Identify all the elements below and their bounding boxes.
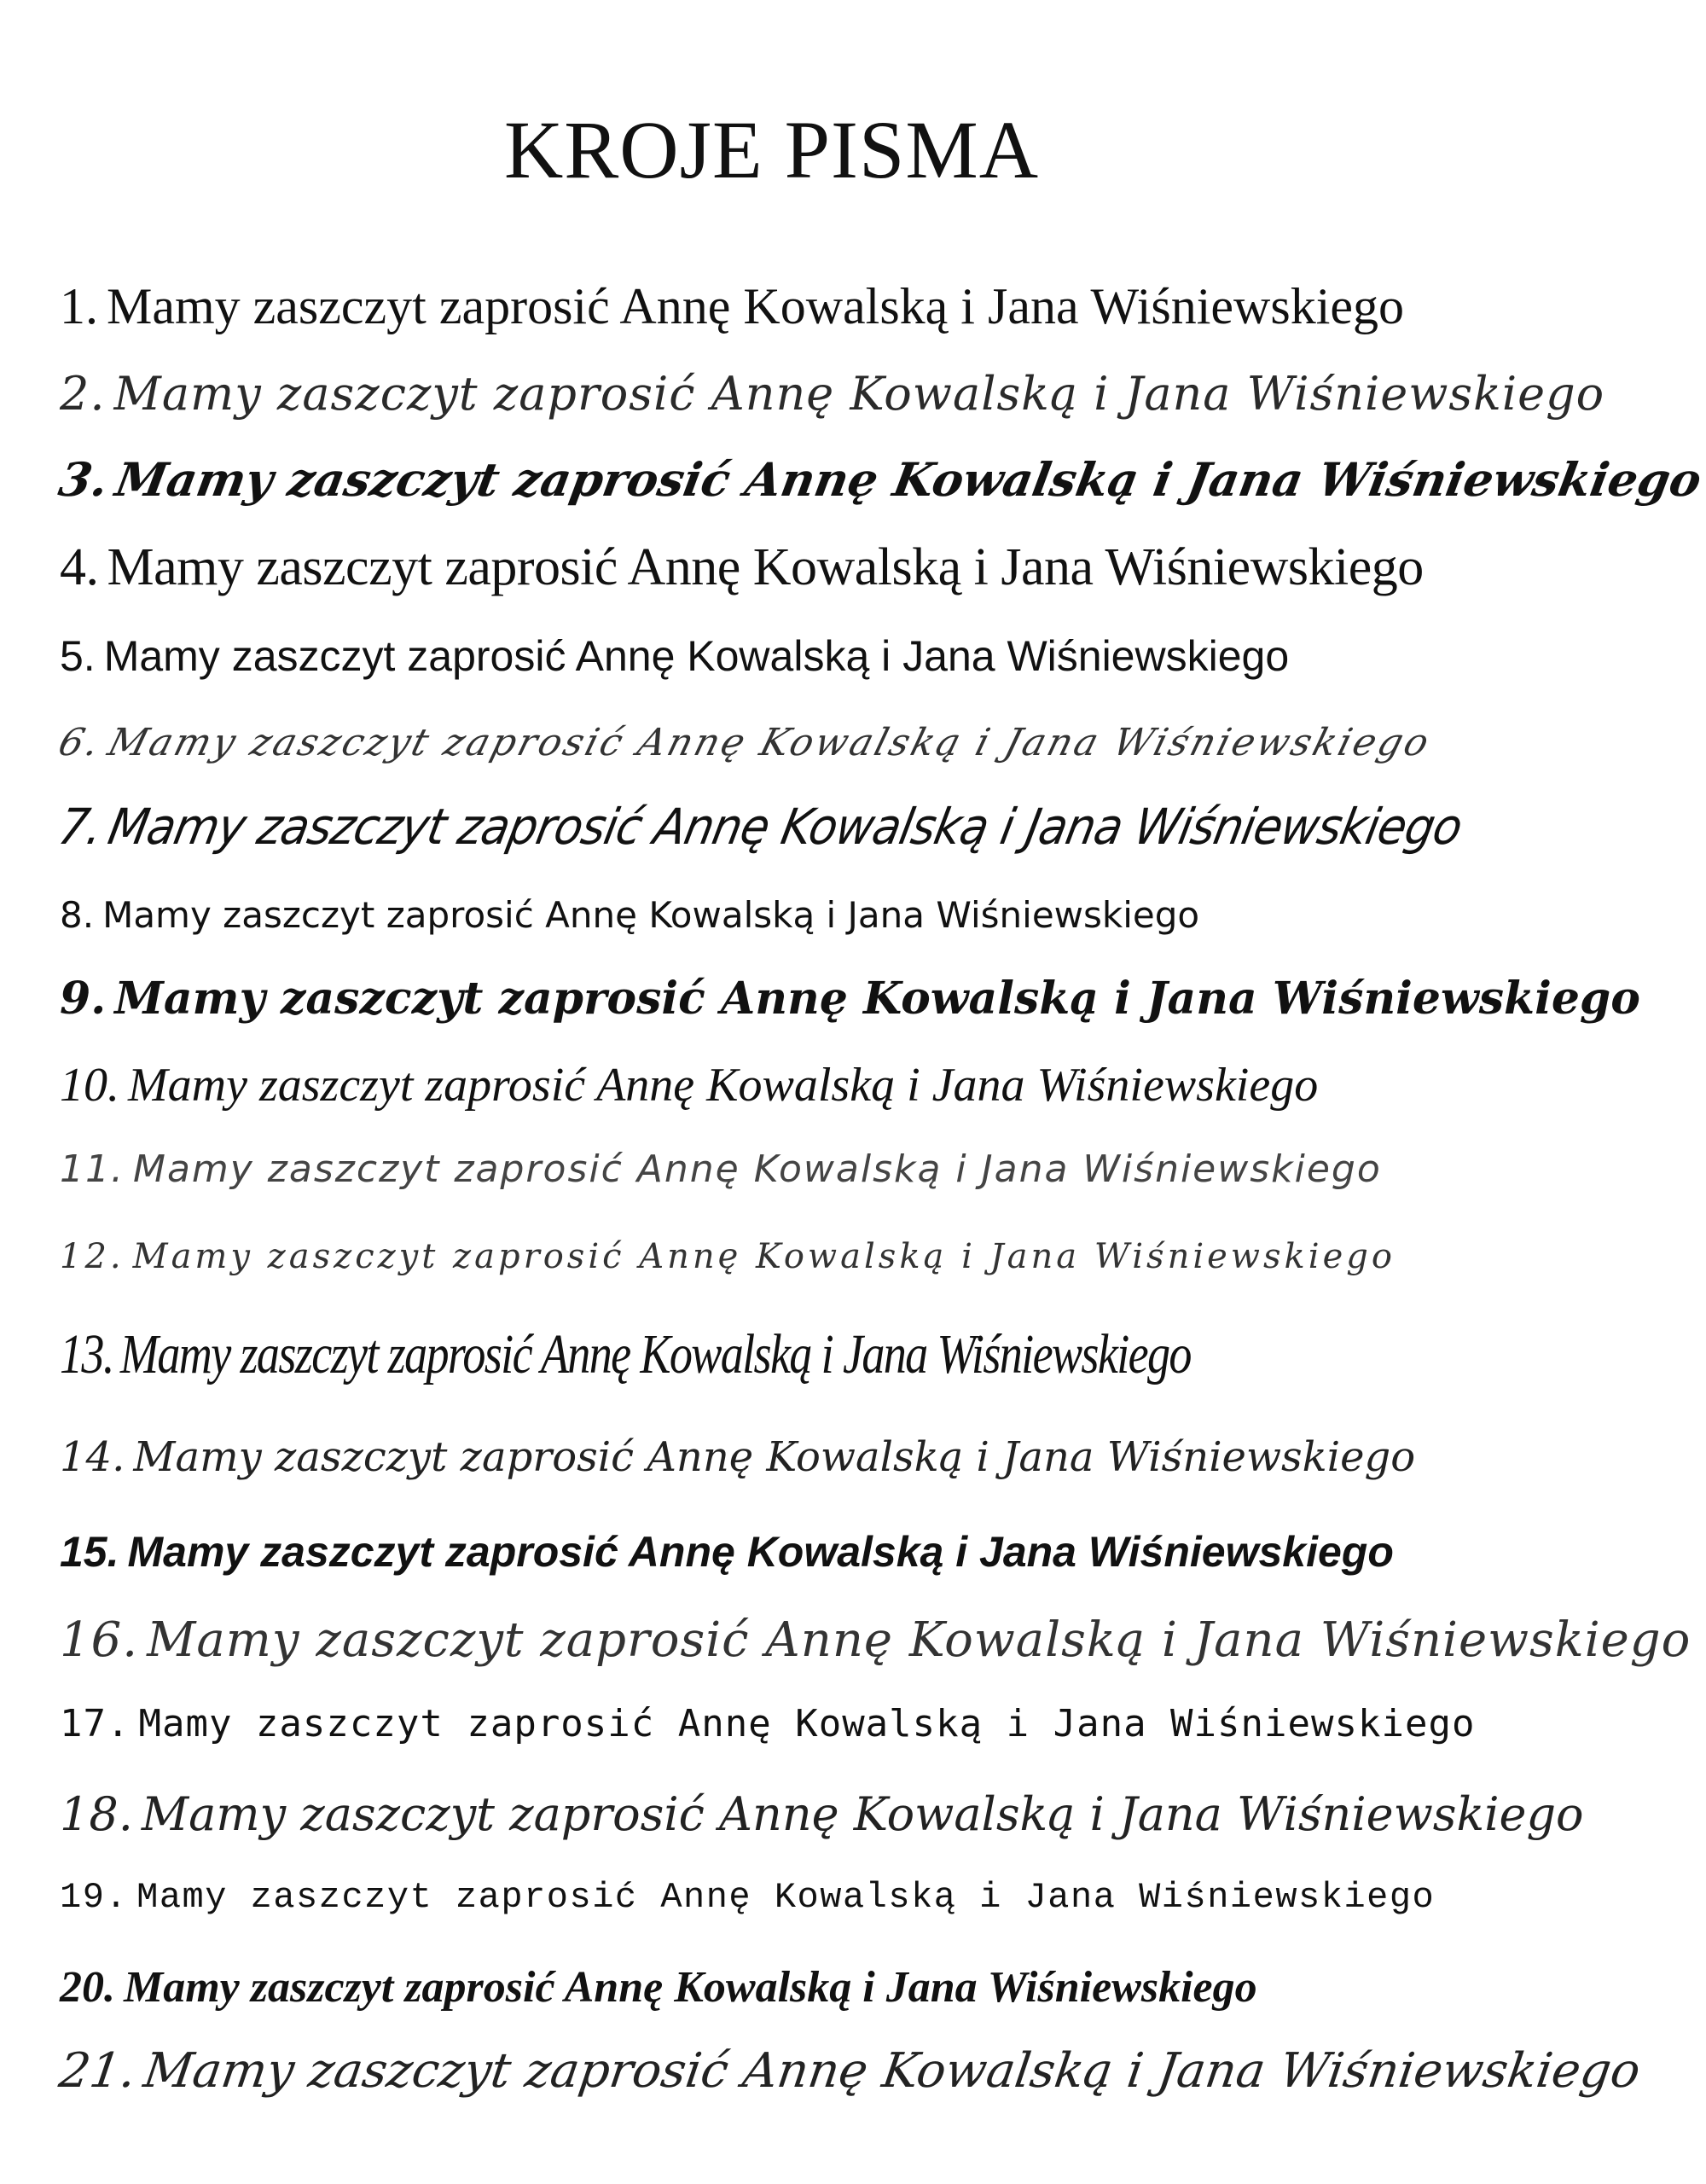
sample-text: Mamy zaszczyt zaprosić Annę Kowalską i Jana Wiśniewskiego xyxy=(107,278,1405,334)
font-sample-13 xyxy=(60,1322,1249,1387)
sample-text: Mamy zaszczyt zaprosić Annę Kowalską i Jana Wiśniewskiego xyxy=(124,1963,1257,2012)
font-sample-17 xyxy=(60,1702,1510,1745)
sample-number: 11. xyxy=(60,1147,125,1191)
font-sample-19 xyxy=(60,1877,1510,1918)
sample-number: 6. xyxy=(54,721,107,764)
sample-number: 13. xyxy=(60,1323,113,1385)
sample-number: 9. xyxy=(60,973,107,1025)
sample-number: 18. xyxy=(60,1787,133,1841)
sample-text: Mamy zaszczyt zaprosić Annę Kowalską i Jana Wiśniewskiego xyxy=(111,452,1706,507)
sample-text: Mamy zaszczyt zaprosić Annę Kowalską i Jana Wiśniewskiego xyxy=(113,367,1605,421)
sample-number: 3. xyxy=(55,452,113,507)
font-sample-14 xyxy=(60,1433,1510,1481)
sample-number: 8. xyxy=(60,894,95,936)
sample-number: 5. xyxy=(60,632,96,680)
font-sample-12 xyxy=(60,1237,1510,1276)
sample-number: 21. xyxy=(55,2043,140,2099)
sample-text: Mamy zaszczyt zaprosić Annę Kowalską i Jana Wiśniewskiego xyxy=(147,1612,1691,1668)
sample-text: Mamy zaszczyt zaprosić Annę Kowalską i Jana Wiśniewskiego xyxy=(132,1237,1396,1276)
sample-text: Mamy zaszczyt zaprosić Annę Kowalską i Jana Wiśniewskiego xyxy=(103,721,1436,764)
sample-text: Mamy zaszczyt zaprosić Annę Kowalską i Jana Wiśniewskiego xyxy=(133,1433,1416,1481)
sample-text: Mamy zaszczyt zaprosić Annę Kowalską i Jana Wiśniewskiego xyxy=(103,632,1290,680)
sample-text: Mamy zaszczyt zaprosić Annę Kowalską i Jana Wiśniewskiego xyxy=(114,973,1640,1025)
font-sample-10 xyxy=(60,1058,1510,1112)
sample-number: 15. xyxy=(60,1528,119,1576)
sample-number: 17. xyxy=(60,1702,131,1745)
font-sample-9 xyxy=(60,973,1640,1025)
sample-text: Mamy zaszczyt zaprosić Annę Kowalską i Jana Wiśniewskiego xyxy=(102,894,1200,936)
font-sample-7 xyxy=(54,798,1467,856)
page-title: KROJE PISMA xyxy=(503,104,1040,195)
sample-number: 1. xyxy=(60,278,98,334)
sample-text: Mamy zaszczyt zaprosić Annę Kowalską i Jana Wiśniewskiego xyxy=(132,1147,1382,1191)
sample-number: 7. xyxy=(54,798,107,856)
sample-text: Mamy zaszczyt zaprosić Annę Kowalską i Jana Wiśniewskiego xyxy=(103,798,1467,856)
sample-number: 10. xyxy=(60,1059,119,1112)
font-sample-4 xyxy=(60,537,1510,598)
font-sample-15 xyxy=(60,1527,1510,1577)
sample-number: 2. xyxy=(60,367,106,421)
sample-number: 20. xyxy=(60,1963,115,2012)
font-sample-11 xyxy=(60,1147,1510,1191)
sample-text: Mamy zaszczyt zaprosić Annę Kowalską i Jana Wiśniewskiego xyxy=(141,1787,1584,1841)
font-sample-5 xyxy=(60,631,1510,681)
sample-text: Mamy zaszczyt zaprosić Annę Kowalską i Jana Wiśniewskiego xyxy=(128,1059,1319,1112)
sample-text: Mamy zaszczyt zaprosić Annę Kowalską i Jana Wiśniewskiego xyxy=(136,1877,1436,1918)
font-sample-20 xyxy=(60,1962,1510,2013)
sample-number: 14. xyxy=(60,1433,125,1481)
font-sample-16 xyxy=(60,1612,1691,1668)
sample-number: 16. xyxy=(60,1612,139,1668)
font-sample-8 xyxy=(60,894,1510,936)
font-sample-6 xyxy=(54,721,1516,764)
sample-number: 12. xyxy=(60,1237,125,1276)
font-sample-2 xyxy=(60,367,1605,421)
sample-text: Mamy zaszczyt zaprosić Annę Kowalską i Jana Wiśniewskiego xyxy=(107,538,1424,596)
sample-text: Mamy zaszczyt zaprosić Annę Kowalską i Jana Wiśniewskiego xyxy=(140,2043,1644,2099)
sample-text: Mamy zaszczyt zaprosić Annę Kowalską i Jana Wiśniewskiego xyxy=(138,1702,1476,1745)
sample-text: Mamy zaszczyt zaprosić Annę Kowalską i Jana Wiśniewskiego xyxy=(119,1323,1191,1385)
font-sample-18 xyxy=(60,1787,1584,1841)
font-sample-21 xyxy=(55,2043,1644,2099)
sample-number: 19. xyxy=(60,1877,129,1918)
sample-number: 4. xyxy=(60,538,99,596)
font-sample-3 xyxy=(55,452,1706,507)
font-sample-1 xyxy=(60,277,1510,336)
sample-text: Mamy zaszczyt zaprosić Annę Kowalską i Jana Wiśniewskiego xyxy=(127,1528,1394,1576)
